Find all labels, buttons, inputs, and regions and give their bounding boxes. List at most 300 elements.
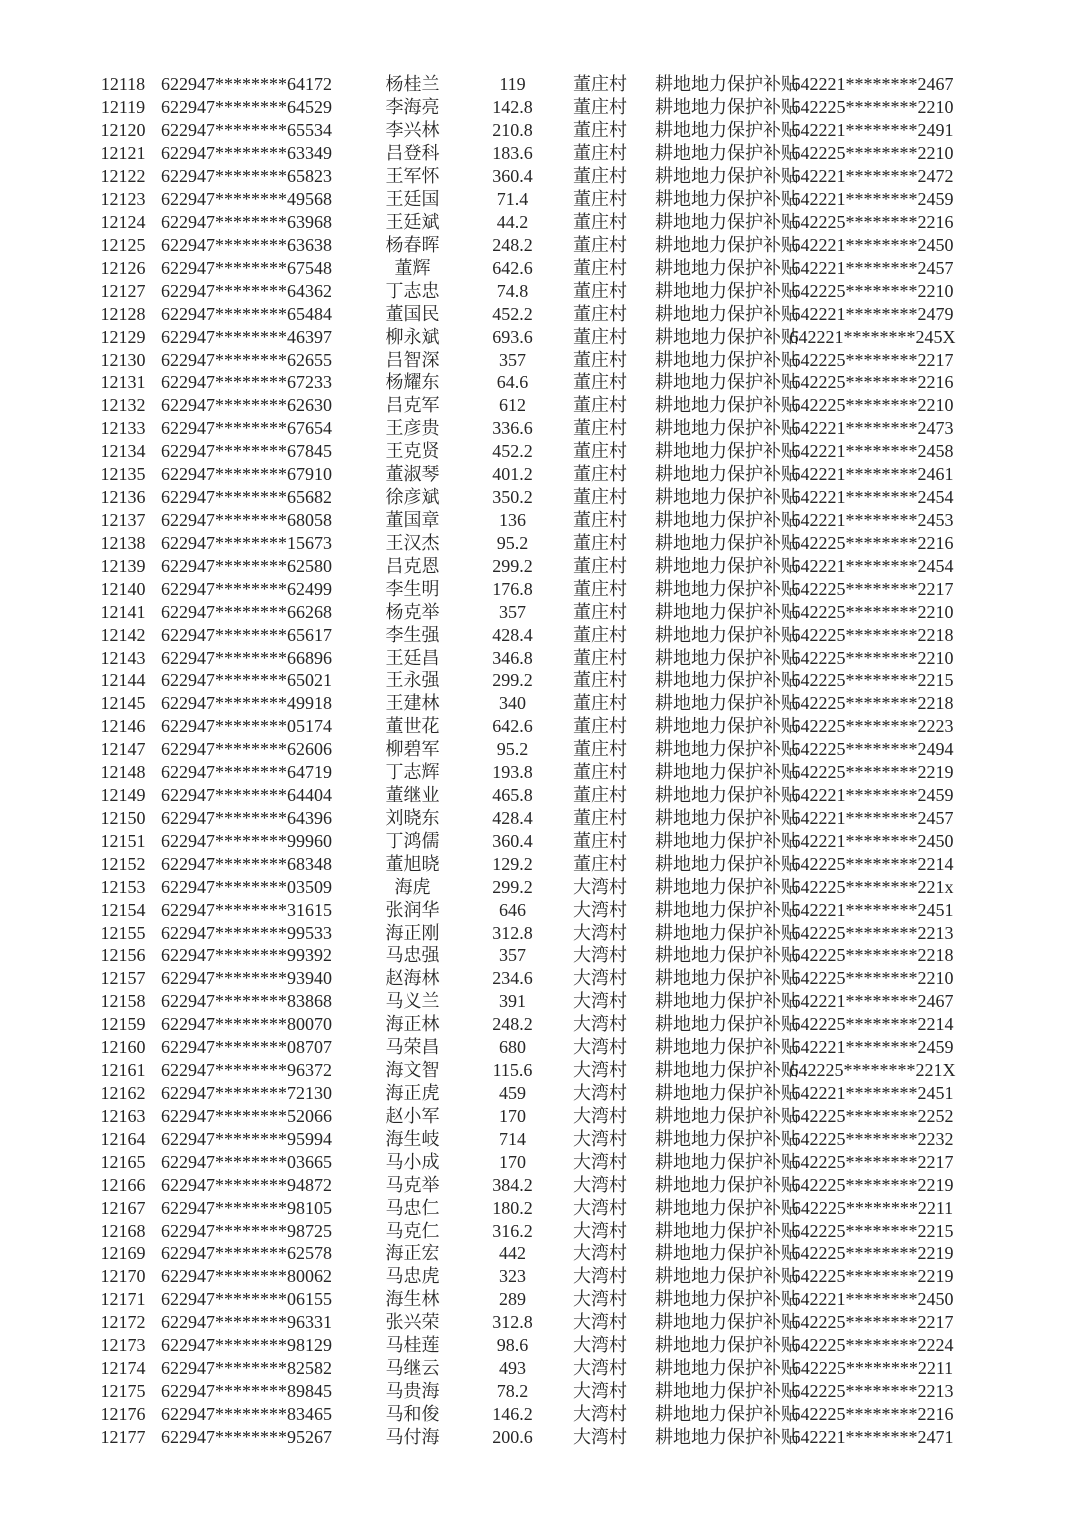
name-cell: 杨桂兰	[385, 74, 440, 95]
serial-cell: 12140	[100, 578, 146, 599]
name-cell: 马和俊	[385, 1403, 440, 1424]
table-row	[98, 1311, 960, 1334]
name-cell: 马克仁	[385, 1220, 440, 1241]
name-cell: 马桂莲	[385, 1335, 440, 1356]
account-number-cell: 642225********2216	[791, 372, 954, 393]
name-cell: 马忠虎	[385, 1266, 440, 1287]
id-number-cell: 622947********65682	[161, 487, 332, 508]
subsidy-item-cell: 耕地地力保护补贴	[655, 509, 799, 530]
amount-cell: 183.6	[492, 143, 533, 164]
village-cell: 大湾村	[573, 1266, 627, 1287]
table-row	[98, 1104, 960, 1127]
serial-cell: 12153	[100, 876, 146, 897]
table-row	[98, 96, 960, 119]
subsidy-item-cell: 耕地地力保护补贴	[655, 372, 799, 393]
id-number-cell: 622947********49568	[161, 189, 332, 210]
table-row	[98, 1265, 960, 1288]
account-number-cell: 642221********2451	[791, 1083, 954, 1104]
name-cell: 马继云	[385, 1358, 440, 1379]
id-number-cell: 622947********67548	[161, 257, 332, 278]
name-cell: 吕智深	[385, 349, 440, 370]
serial-cell: 12128	[100, 303, 146, 324]
amount-cell: 95.2	[496, 739, 529, 760]
amount-cell: 642.6	[492, 257, 533, 278]
account-number-cell: 642225********2219	[791, 762, 954, 783]
village-cell: 大湾村	[573, 968, 627, 989]
account-number-cell: 642221********2491	[791, 120, 954, 141]
id-number-cell: 622947********96372	[161, 1060, 332, 1081]
table-row	[98, 1425, 960, 1448]
village-cell: 大湾村	[573, 899, 627, 920]
account-number-cell: 642225********2494	[791, 739, 954, 760]
amount-cell: 200.6	[492, 1426, 533, 1447]
serial-cell: 12144	[100, 670, 146, 691]
table-row	[98, 486, 960, 509]
subsidy-item-cell: 耕地地力保护补贴	[655, 1426, 799, 1447]
id-number-cell: 622947********68058	[161, 509, 332, 530]
id-number-cell: 622947********05174	[161, 716, 332, 737]
account-number-cell: 642225********2218	[791, 624, 954, 645]
account-number-cell: 642225********2216	[791, 532, 954, 553]
serial-cell: 12137	[100, 509, 146, 530]
serial-cell: 12143	[100, 647, 146, 668]
subsidy-item-cell: 耕地地力保护补贴	[655, 670, 799, 691]
amount-cell: 442	[499, 1243, 526, 1264]
table-row	[98, 921, 960, 944]
id-number-cell: 622947********83465	[161, 1403, 332, 1424]
village-cell: 大湾村	[573, 1128, 627, 1149]
id-number-cell: 622947********62630	[161, 395, 332, 416]
account-number-cell: 642221********2458	[791, 441, 954, 462]
serial-cell: 12123	[100, 189, 146, 210]
table-row	[98, 715, 960, 738]
subsidy-item-cell: 耕地地力保护补贴	[655, 555, 799, 576]
amount-cell: 452.2	[492, 441, 533, 462]
table-row	[98, 211, 960, 234]
amount-cell: 391	[499, 991, 526, 1012]
amount-cell: 193.8	[492, 762, 533, 783]
account-number-cell: 642221********2450	[791, 1289, 954, 1310]
id-number-cell: 622947********89845	[161, 1381, 332, 1401]
village-cell: 董庄村	[573, 166, 627, 187]
name-cell: 海生林	[385, 1289, 440, 1310]
amount-cell: 340	[499, 693, 526, 714]
serial-cell: 12134	[100, 441, 146, 462]
table-row	[98, 302, 960, 325]
id-number-cell: 622947********46397	[161, 326, 332, 347]
amount-cell: 357	[499, 945, 526, 966]
subsidy-item-cell: 耕地地力保护补贴	[655, 257, 799, 278]
serial-cell: 12133	[100, 418, 146, 439]
account-number-cell: 642225********2219	[791, 1266, 954, 1287]
subsidy-item-cell: 耕地地力保护补贴	[655, 876, 799, 897]
subsidy-item-cell: 耕地地力保护补贴	[655, 1266, 799, 1287]
amount-cell: 248.2	[492, 234, 533, 255]
village-cell: 董庄村	[573, 853, 627, 874]
table-row	[98, 875, 960, 898]
village-cell: 大湾村	[573, 1243, 627, 1264]
serial-cell: 12126	[100, 257, 146, 278]
account-number-cell: 642221********2457	[791, 807, 954, 828]
village-cell: 董庄村	[573, 257, 627, 278]
account-number-cell: 642225********2252	[791, 1105, 954, 1126]
table-row	[98, 509, 960, 532]
account-number-cell: 642221********2453	[791, 509, 954, 530]
amount-cell: 119	[499, 74, 526, 95]
name-cell: 海正宏	[385, 1243, 440, 1264]
village-cell: 董庄村	[573, 418, 627, 439]
name-cell: 海正刚	[385, 922, 440, 943]
subsidy-item-cell: 耕地地力保护补贴	[655, 166, 799, 187]
village-cell: 董庄村	[573, 670, 627, 691]
serial-cell: 12124	[100, 211, 146, 232]
id-number-cell: 622947********65534	[161, 120, 332, 141]
serial-cell: 12161	[100, 1060, 146, 1081]
table-row	[98, 1242, 960, 1265]
amount-cell: 360.4	[492, 830, 533, 851]
account-number-cell: 642221********2479	[791, 303, 954, 324]
village-cell: 大湾村	[573, 1312, 627, 1333]
name-cell: 王军怀	[385, 166, 440, 187]
account-number-cell: 642225********2217	[791, 578, 954, 599]
id-number-cell: 622947********63349	[161, 143, 332, 164]
village-cell: 董庄村	[573, 532, 627, 553]
subsidy-item-cell: 耕地地力保护补贴	[655, 1014, 799, 1035]
subsidy-item-cell: 耕地地力保护补贴	[655, 120, 799, 141]
id-number-cell: 622947********82582	[161, 1358, 332, 1379]
subsidy-item-cell: 耕地地力保护补贴	[655, 1381, 799, 1401]
amount-cell: 74.8	[496, 280, 529, 301]
subsidy-item-cell: 耕地地力保护补贴	[655, 1243, 799, 1264]
table-row	[98, 1219, 960, 1242]
table-row	[98, 233, 960, 256]
subsidy-item-cell: 耕地地力保护补贴	[655, 1335, 799, 1356]
subsidy-table	[98, 73, 960, 1448]
account-number-cell: 642225********2216	[791, 211, 954, 232]
id-number-cell: 622947********52066	[161, 1105, 332, 1126]
amount-cell: 316.2	[492, 1220, 533, 1241]
name-cell: 董淑琴	[385, 464, 440, 485]
serial-cell: 12157	[100, 968, 146, 989]
id-number-cell: 622947********99533	[161, 922, 332, 943]
village-cell: 董庄村	[573, 349, 627, 370]
id-number-cell: 622947********15673	[161, 532, 332, 553]
amount-cell: 428.4	[492, 807, 533, 828]
subsidy-item-cell: 耕地地力保护补贴	[655, 1358, 799, 1379]
amount-cell: 459	[499, 1083, 526, 1104]
subsidy-item-cell: 耕地地力保护补贴	[655, 716, 799, 737]
amount-cell: 401.2	[492, 464, 533, 485]
account-number-cell: 642225********2210	[791, 97, 954, 118]
serial-cell: 12132	[100, 395, 146, 416]
village-cell: 董庄村	[573, 830, 627, 851]
subsidy-item-cell: 耕地地力保护补贴	[655, 785, 799, 806]
village-cell: 董庄村	[573, 624, 627, 645]
subsidy-item-cell: 耕地地力保护补贴	[655, 1037, 799, 1058]
village-cell: 大湾村	[573, 991, 627, 1012]
account-number-cell: 642225********2210	[791, 968, 954, 989]
village-cell: 董庄村	[573, 578, 627, 599]
id-number-cell: 622947********83868	[161, 991, 332, 1012]
name-cell: 李生明	[385, 578, 440, 599]
village-cell: 大湾村	[573, 1083, 627, 1104]
table-row	[98, 1173, 960, 1196]
village-cell: 大湾村	[573, 1037, 627, 1058]
serial-cell: 12145	[100, 693, 146, 714]
name-cell: 丁志辉	[385, 762, 440, 783]
account-number-cell: 642221********2461	[791, 464, 954, 485]
serial-cell: 12136	[100, 487, 146, 508]
amount-cell: 493	[499, 1358, 526, 1379]
id-number-cell: 622947********64529	[161, 97, 332, 118]
name-cell: 柳永斌	[385, 326, 440, 347]
amount-cell: 428.4	[492, 624, 533, 645]
serial-cell: 12121	[100, 143, 146, 164]
village-cell: 董庄村	[573, 807, 627, 828]
village-cell: 大湾村	[573, 1151, 627, 1172]
account-number-cell: 642225********2215	[791, 670, 954, 691]
serial-cell: 12160	[100, 1037, 146, 1058]
id-number-cell: 622947********80070	[161, 1014, 332, 1035]
village-cell: 董庄村	[573, 785, 627, 806]
serial-cell: 12130	[100, 349, 146, 370]
amount-cell: 115.6	[492, 1060, 533, 1081]
id-number-cell: 622947********67910	[161, 464, 332, 485]
amount-cell: 146.2	[492, 1403, 533, 1424]
id-number-cell: 622947********65823	[161, 166, 332, 187]
subsidy-item-cell: 耕地地力保护补贴	[655, 853, 799, 874]
id-number-cell: 622947********62580	[161, 555, 332, 576]
account-number-cell: 642225********2211	[791, 1358, 954, 1379]
name-cell: 王克贤	[385, 441, 440, 462]
subsidy-item-cell: 耕地地力保护补贴	[655, 762, 799, 783]
id-number-cell: 622947********95994	[161, 1128, 332, 1149]
amount-cell: 346.8	[492, 647, 533, 668]
village-cell: 董庄村	[573, 74, 627, 95]
account-number-cell: 642225********2213	[791, 1381, 954, 1401]
name-cell: 海虎	[394, 876, 431, 897]
amount-cell: 336.6	[492, 418, 533, 439]
name-cell: 刘晓东	[385, 807, 440, 828]
subsidy-item-cell: 耕地地力保护补贴	[655, 349, 799, 370]
account-number-cell: 642221********245X	[789, 326, 956, 347]
id-number-cell: 622947********64172	[161, 74, 332, 95]
serial-cell: 12147	[100, 739, 146, 760]
serial-cell: 12176	[100, 1403, 146, 1424]
account-number-cell: 642225********2217	[791, 349, 954, 370]
table-row	[98, 944, 960, 967]
subsidy-item-cell: 耕地地力保护补贴	[655, 1105, 799, 1126]
serial-cell: 12167	[100, 1197, 146, 1218]
village-cell: 董庄村	[573, 395, 627, 416]
table-row	[98, 531, 960, 554]
village-cell: 大湾村	[573, 876, 627, 897]
subsidy-item-cell: 耕地地力保护补贴	[655, 899, 799, 920]
amount-cell: 612	[499, 395, 526, 416]
id-number-cell: 622947********65617	[161, 624, 332, 645]
table-row	[98, 623, 960, 646]
serial-cell: 12165	[100, 1151, 146, 1172]
name-cell: 马忠强	[385, 945, 440, 966]
id-number-cell: 622947********64404	[161, 785, 332, 806]
serial-cell: 12173	[100, 1335, 146, 1356]
village-cell: 董庄村	[573, 601, 627, 622]
name-cell: 海文智	[385, 1060, 440, 1081]
serial-cell: 12159	[100, 1014, 146, 1035]
amount-cell: 646	[499, 899, 526, 920]
village-cell: 董庄村	[573, 464, 627, 485]
table-row	[98, 738, 960, 761]
serial-cell: 12171	[100, 1289, 146, 1310]
account-number-cell: 642221********2467	[791, 74, 954, 95]
name-cell: 董辉	[394, 257, 431, 278]
id-number-cell: 622947********65484	[161, 303, 332, 324]
amount-cell: 98.6	[496, 1335, 529, 1356]
name-cell: 王汉杰	[385, 532, 440, 553]
name-cell: 马小成	[385, 1151, 440, 1172]
amount-cell: 299.2	[492, 670, 533, 691]
subsidy-item-cell: 耕地地力保护补贴	[655, 991, 799, 1012]
id-number-cell: 622947********03665	[161, 1151, 332, 1172]
amount-cell: 714	[499, 1128, 526, 1149]
subsidy-item-cell: 耕地地力保护补贴	[655, 968, 799, 989]
amount-cell: 289	[499, 1289, 526, 1310]
id-number-cell: 622947********68348	[161, 853, 332, 874]
village-cell: 大湾村	[573, 1197, 627, 1218]
table-row	[98, 784, 960, 807]
table-row	[98, 898, 960, 921]
name-cell: 董国章	[385, 509, 440, 530]
subsidy-item-cell: 耕地地力保护补贴	[655, 578, 799, 599]
name-cell: 马克举	[385, 1174, 440, 1195]
amount-cell: 248.2	[492, 1014, 533, 1035]
name-cell: 赵小军	[385, 1105, 440, 1126]
table-row	[98, 807, 960, 830]
serial-cell: 12127	[100, 280, 146, 301]
name-cell: 王彦贵	[385, 418, 440, 439]
serial-cell: 12175	[100, 1381, 146, 1401]
name-cell: 徐彦斌	[385, 487, 440, 508]
id-number-cell: 622947********64362	[161, 280, 332, 301]
table-row	[98, 325, 960, 348]
serial-cell: 12151	[100, 830, 146, 851]
name-cell: 马忠仁	[385, 1197, 440, 1218]
name-cell: 张兴荣	[385, 1312, 440, 1333]
account-number-cell: 642225********2214	[791, 1014, 954, 1035]
account-number-cell: 642221********2472	[791, 166, 954, 187]
subsidy-item-cell: 耕地地力保护补贴	[655, 532, 799, 553]
account-number-cell: 642221********2451	[791, 899, 954, 920]
village-cell: 大湾村	[573, 1335, 627, 1356]
village-cell: 董庄村	[573, 303, 627, 324]
serial-cell: 12149	[100, 785, 146, 806]
amount-cell: 350.2	[492, 487, 533, 508]
amount-cell: 680	[499, 1037, 526, 1058]
name-cell: 杨耀东	[385, 372, 440, 393]
subsidy-item-cell: 耕地地力保护补贴	[655, 418, 799, 439]
name-cell: 杨克举	[385, 601, 440, 622]
serial-cell: 12152	[100, 853, 146, 874]
table-row	[98, 1402, 960, 1425]
amount-cell: 299.2	[492, 876, 533, 897]
amount-cell: 234.6	[492, 968, 533, 989]
subsidy-item-cell: 耕地地力保护补贴	[655, 395, 799, 416]
serial-cell: 12129	[100, 326, 146, 347]
village-cell: 董庄村	[573, 97, 627, 118]
table-row	[98, 967, 960, 990]
id-number-cell: 622947********99392	[161, 945, 332, 966]
id-number-cell: 622947********96331	[161, 1312, 332, 1333]
village-cell: 董庄村	[573, 716, 627, 737]
table-row	[98, 1380, 960, 1403]
id-number-cell: 622947********63638	[161, 234, 332, 255]
subsidy-item-cell: 耕地地力保护补贴	[655, 739, 799, 760]
name-cell: 董国民	[385, 303, 440, 324]
table-row	[98, 165, 960, 188]
serial-cell: 12164	[100, 1128, 146, 1149]
name-cell: 海生岐	[385, 1128, 440, 1149]
amount-cell: 642.6	[492, 716, 533, 737]
subsidy-item-cell: 耕地地力保护补贴	[655, 211, 799, 232]
amount-cell: 170	[499, 1105, 526, 1126]
name-cell: 吕登科	[385, 143, 440, 164]
table-row	[98, 119, 960, 142]
table-row	[98, 829, 960, 852]
village-cell: 大湾村	[573, 1105, 627, 1126]
subsidy-item-cell: 耕地地力保护补贴	[655, 1197, 799, 1218]
subsidy-item-cell: 耕地地力保护补贴	[655, 97, 799, 118]
serial-cell: 12154	[100, 899, 146, 920]
amount-cell: 136	[499, 509, 526, 530]
id-number-cell: 622947********31615	[161, 899, 332, 920]
subsidy-item-cell: 耕地地力保护补贴	[655, 1289, 799, 1310]
account-number-cell: 642225********2210	[791, 647, 954, 668]
account-number-cell: 642225********2214	[791, 853, 954, 874]
id-number-cell: 622947********67654	[161, 418, 332, 439]
subsidy-item-cell: 耕地地力保护补贴	[655, 74, 799, 95]
id-number-cell: 622947********80062	[161, 1266, 332, 1287]
table-row	[98, 1334, 960, 1357]
village-cell: 大湾村	[573, 1381, 627, 1401]
account-number-cell: 642225********2210	[791, 143, 954, 164]
name-cell: 王廷斌	[385, 211, 440, 232]
amount-cell: 64.6	[496, 372, 529, 393]
serial-cell: 12158	[100, 991, 146, 1012]
village-cell: 董庄村	[573, 189, 627, 210]
id-number-cell: 622947********98105	[161, 1197, 332, 1218]
account-number-cell: 642221********2467	[791, 991, 954, 1012]
amount-cell: 465.8	[492, 785, 533, 806]
table-row	[98, 646, 960, 669]
subsidy-item-cell: 耕地地力保护补贴	[655, 830, 799, 851]
table-row	[98, 1013, 960, 1036]
village-cell: 董庄村	[573, 555, 627, 576]
serial-cell: 12138	[100, 532, 146, 553]
name-cell: 李海亮	[385, 97, 440, 118]
village-cell: 董庄村	[573, 762, 627, 783]
account-number-cell: 642221********2459	[791, 189, 954, 210]
village-cell: 大湾村	[573, 1289, 627, 1310]
amount-cell: 323	[499, 1266, 526, 1287]
subsidy-item-cell: 耕地地力保护补贴	[655, 647, 799, 668]
name-cell: 杨春晖	[385, 234, 440, 255]
id-number-cell: 622947********94872	[161, 1174, 332, 1195]
subsidy-item-cell: 耕地地力保护补贴	[655, 922, 799, 943]
subsidy-item-cell: 耕地地力保护补贴	[655, 1403, 799, 1424]
account-number-cell: 642225********2219	[791, 1174, 954, 1195]
subsidy-item-cell: 耕地地力保护补贴	[655, 487, 799, 508]
table-row	[98, 279, 960, 302]
